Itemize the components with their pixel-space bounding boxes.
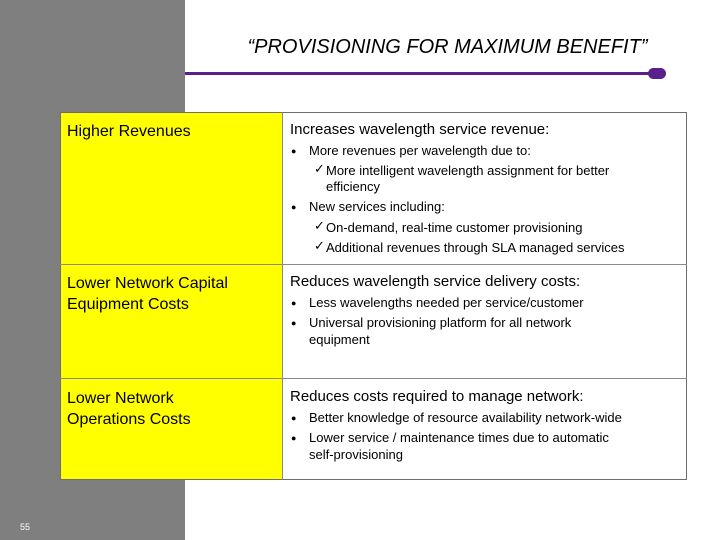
row-divider bbox=[60, 378, 687, 379]
check-item: More intelligent wavelength assignment for better bbox=[326, 163, 610, 178]
checkmark-icon: ✓ bbox=[314, 218, 325, 233]
bullet-icon: ● bbox=[291, 413, 297, 423]
check-item: Additional revenues through SLA managed services bbox=[326, 240, 625, 255]
bullet-item: Universal provisioning platform for all network bbox=[309, 315, 572, 330]
label-line: Operations Costs bbox=[67, 411, 191, 428]
bullet-icon: ● bbox=[291, 298, 297, 308]
bullet-item: Lower service / maintenance times due to automatic bbox=[309, 430, 609, 445]
check-item-continued: efficiency bbox=[326, 179, 380, 194]
bullet-item: Less wavelengths needed per service/customer bbox=[309, 295, 584, 310]
label-line: Lower Network Capital bbox=[67, 275, 228, 292]
bullet-icon: ● bbox=[291, 433, 297, 443]
row-divider bbox=[60, 264, 687, 265]
bullet-item-continued: equipment bbox=[309, 332, 370, 347]
row-heading: Reduces costs required to manage network: bbox=[290, 388, 584, 405]
bullet-item-continued: self-provisioning bbox=[309, 447, 403, 462]
bullet-icon: ● bbox=[291, 202, 297, 212]
slide-title: “PROVISIONING FOR MAXIMUM BENEFIT” bbox=[247, 36, 648, 58]
row-heading: Reduces wavelength service delivery costs: bbox=[290, 273, 581, 290]
page-number: 55 bbox=[20, 522, 31, 532]
label-line: Higher Revenues bbox=[67, 123, 191, 140]
benefit-label-operations-costs bbox=[67, 388, 191, 430]
row-heading: Increases wavelength service revenue: bbox=[290, 121, 550, 138]
title-underline bbox=[185, 72, 650, 75]
title-underline-end bbox=[648, 68, 666, 79]
bullet-item: New services including: bbox=[309, 199, 445, 214]
label-line: Lower Network bbox=[67, 390, 174, 407]
label-line: Equipment Costs bbox=[67, 296, 189, 313]
bullet-item: More revenues per wavelength due to: bbox=[309, 143, 531, 158]
benefit-label-higher-revenues bbox=[67, 121, 191, 142]
bullet-item: Better knowledge of resource availability network-wide bbox=[309, 410, 622, 425]
bullet-icon: ● bbox=[291, 318, 297, 328]
left-band-footer bbox=[0, 512, 90, 540]
checkmark-icon: ✓ bbox=[314, 238, 325, 253]
benefit-label-capital-costs bbox=[67, 273, 228, 315]
checkmark-icon: ✓ bbox=[314, 161, 325, 176]
bullet-icon: ● bbox=[291, 146, 297, 156]
check-item: On-demand, real-time customer provisioning bbox=[326, 220, 583, 235]
